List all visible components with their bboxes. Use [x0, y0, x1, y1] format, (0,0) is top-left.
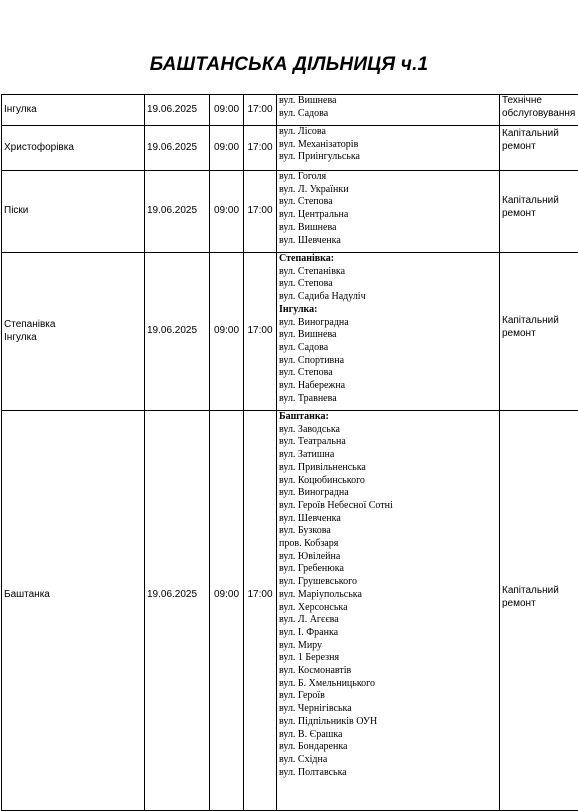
schedule-table	[1, 94, 578, 811]
table-row	[2, 253, 578, 411]
street-line: вул. Героїв	[279, 690, 497, 703]
street-line: вул. Б. Хмельницького	[279, 678, 497, 691]
streets-cell	[277, 171, 500, 253]
street-line: вул. Степанівка	[279, 266, 497, 279]
street-line: вул. Л. Українки	[279, 184, 497, 197]
street-line: вул. Чернігівська	[279, 703, 497, 716]
page-title: БАШТАНСЬКА ДІЛЬНИЦЯ ч.1	[0, 54, 578, 76]
start-time-cell: 09:00	[210, 411, 244, 811]
street-line: пров. Кобзаря	[279, 538, 497, 551]
street-line: вул. Східна	[279, 754, 497, 767]
end-time-cell: 17:00	[244, 411, 277, 811]
table-row	[2, 95, 578, 126]
end-time-cell: 17:00	[244, 95, 277, 126]
street-line: вул. Степова	[279, 196, 497, 209]
work-type-cell: Капітальний ремонт	[500, 411, 578, 811]
street-line: вул. Героїв Небесної Сотні	[279, 500, 497, 513]
street-line: вул. Механізаторів	[279, 139, 497, 152]
streets-cell	[277, 126, 500, 171]
street-line: вул. Садова	[279, 342, 497, 355]
date-cell: 19.06.2025	[145, 411, 210, 811]
streets-cell	[277, 411, 500, 811]
street-line: вул. Степова	[279, 278, 497, 291]
streets-cell	[277, 253, 500, 411]
street-line: вул. Набережна	[279, 380, 497, 393]
date-cell: 19.06.2025	[145, 95, 210, 126]
start-time-cell: 09:00	[210, 126, 244, 171]
street-line: вул. Миру	[279, 640, 497, 653]
date-cell: 19.06.2025	[145, 126, 210, 171]
end-time-cell: 17:00	[244, 171, 277, 253]
street-group-header: Степанівка:	[279, 253, 497, 266]
village-cell: Піски	[2, 171, 145, 253]
street-line: вул. Вишнева	[279, 329, 497, 342]
date-cell: 19.06.2025	[145, 253, 210, 411]
work-type-cell: Технічне обслуговування	[500, 95, 578, 126]
village-cell: Інгулка	[2, 95, 145, 126]
street-line: вул. Приінгульська	[279, 151, 497, 164]
street-line: вул. Ювілейна	[279, 551, 497, 564]
street-line: вул. Театральна	[279, 436, 497, 449]
street-line: вул. Затишна	[279, 449, 497, 462]
street-line: вул. Гоголя	[279, 171, 497, 184]
street-line: вул. В. Єрашка	[279, 729, 497, 742]
street-line: вул. Грушевського	[279, 576, 497, 589]
street-line: вул. І. Франка	[279, 627, 497, 640]
street-line: вул. Гребенюка	[279, 563, 497, 576]
table-row	[2, 411, 578, 811]
street-line: вул. Шевченка	[279, 513, 497, 526]
street-line: вул. Шевченка	[279, 235, 497, 248]
street-line: вул. Херсонська	[279, 602, 497, 615]
street-line: вул. Бондаренка	[279, 741, 497, 754]
street-line: вул. Спортивна	[279, 355, 497, 368]
street-line: вул. Бузкова	[279, 525, 497, 538]
street-line: вул. Садова	[279, 108, 497, 121]
street-line: вул. 1 Березня	[279, 652, 497, 665]
street-line: вул. Вишнева	[279, 95, 497, 108]
streets-cell	[277, 95, 500, 126]
end-time-cell: 17:00	[244, 253, 277, 411]
date-cell: 19.06.2025	[145, 171, 210, 253]
village-cell: Степанівка Інгулка	[2, 253, 145, 411]
street-line: вул. Вишнева	[279, 222, 497, 235]
start-time-cell: 09:00	[210, 171, 244, 253]
work-type-cell: Капітальний ремонт	[500, 171, 578, 253]
street-line: вул. Виноградна	[279, 317, 497, 330]
street-line: вул. Степова	[279, 367, 497, 380]
table-row	[2, 171, 578, 253]
street-line: вул. Підпільників ОУН	[279, 716, 497, 729]
work-type-cell: Капітальний ремонт	[500, 253, 578, 411]
street-line: вул. Маріупольська	[279, 589, 497, 602]
table-row	[2, 126, 578, 171]
street-line: вул. Привільненська	[279, 462, 497, 475]
street-line: вул. Виноградна	[279, 487, 497, 500]
work-type-cell: Капітальний ремонт	[500, 126, 578, 171]
street-line: вул. Л. Агєєва	[279, 614, 497, 627]
start-time-cell: 09:00	[210, 95, 244, 126]
end-time-cell: 17:00	[244, 126, 277, 171]
street-group-header: Баштанка:	[279, 411, 497, 424]
street-group-header: Інгулка:	[279, 304, 497, 317]
street-line: вул. Лісова	[279, 126, 497, 139]
street-line: вул. Полтавська	[279, 767, 497, 780]
street-line: вул. Коцюбинського	[279, 475, 497, 488]
start-time-cell: 09:00	[210, 253, 244, 411]
village-cell: Христофорівка	[2, 126, 145, 171]
street-line: вул. Центральна	[279, 209, 497, 222]
village-cell: Баштанка	[2, 411, 145, 811]
street-line: вул. Садиба Надуліч	[279, 291, 497, 304]
street-line: вул. Заводська	[279, 424, 497, 437]
street-line: вул. Травнева	[279, 393, 497, 406]
street-line: вул. Космонавтів	[279, 665, 497, 678]
